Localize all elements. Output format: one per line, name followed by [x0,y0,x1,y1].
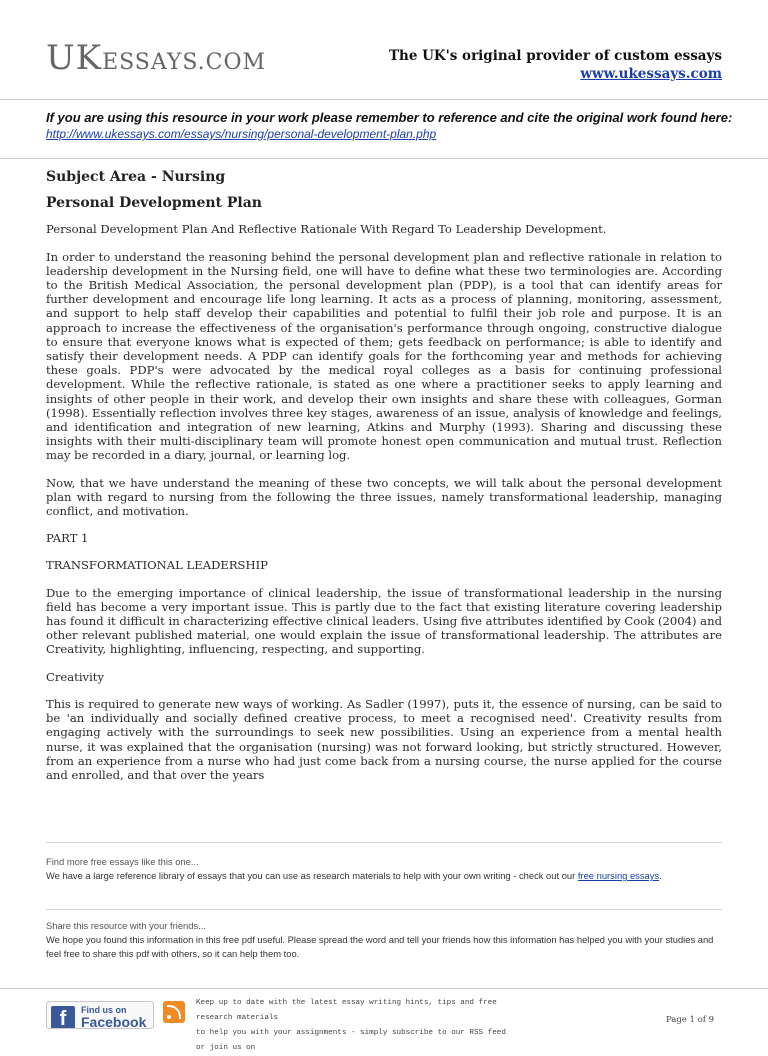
find-more-text: We have a large reference library of essays that you can use as research materials to help with your own writing - check out our [46,870,578,881]
tagline: The UK's original provider of custom essays [388,48,722,64]
facebook-badge[interactable] [46,1001,154,1029]
paragraph-3: Due to the emerging importance of clinical leadership, the issue of transformational leadership in the nursing field has become a very important issue. This is partly due to the fact that existing literature covering leadership has found it difficult in characterizing effective clinical leaders. Using five attributes identified by Cook (2004) and other relevant published material, one would explain the issue of transformational leadership. The attributes are Creativity, highlighting, influencing, respecting, and supporting. [46,585,722,657]
citation-url[interactable]: http://www.ukessays.com/essays/nursing/personal-development-plan.php [46,127,437,141]
paragraph-2: Now, that we have understand the meaning of these two concepts, we will talk about the personal development plan with regard to nursing from the following the three issues, namely transformational leadership, managing conflict, and motivation. [46,475,722,519]
page-header [0,0,768,100]
subject-area: Subject Area - Nursing [46,169,226,185]
footer-divider-1 [46,842,722,843]
find-more-lead: Find more free essays like this one... [46,856,199,867]
find-more-text-line [46,869,722,883]
promo-line-2: to help you with your assignments - simply subscribe to our RSS feed or join us on [196,1029,506,1052]
logo-main: UK [46,38,103,78]
subsection-heading: Creativity [46,669,105,684]
promo-line-1: Keep up to date with the latest essay writing hints, tips and free research materials [196,999,497,1022]
footer-divider-3 [0,988,768,989]
site-link[interactable]: www.ukessays.com [580,66,722,82]
essay-title: Personal Development Plan [46,195,262,212]
facebook-name: Facebook [81,1014,147,1029]
subscribe-promo [196,996,516,1056]
footer-divider-2 [46,909,722,910]
ukessays-logo[interactable] [46,38,266,78]
section-heading: TRANSFORMATIONAL LEADERSHIP [46,558,268,573]
rss-icon[interactable] [163,1001,185,1023]
essay-content [46,170,722,795]
citation-notice: If you are using this resource in your work please remember to reference and cite the original work found here: [46,110,733,125]
part-heading: PART 1 [46,531,89,546]
intro-paragraph: Personal Development Plan And Reflective Rationale With Regard To Leadership Development. [46,222,607,237]
logo-rest: ESSAYS.COM [102,50,267,75]
notice-divider [0,158,768,159]
find-more-end: . [659,870,662,881]
page-number: Page 1 of 9 [665,1015,714,1025]
header-divider [0,99,768,100]
find-more-block [46,855,722,883]
free-nursing-essays-link[interactable]: free nursing essays [577,870,660,881]
paragraph-4: This is required to generate new ways of working. As Sadler (1997), puts it, the essence of nursing, can be said to be 'an individually and socially defined creative process, to meet a recognised need'. Creativity results from engaging actively with the surroundings to seek new possibilities. Using an experience from a mental health nurse, it was explained that the organisation (nursing) was not forward looking, but strictly structured. However, from an experience from a nurse who had just come back from a nursing course, the nurse applied for the course and enrolled, and that over the years [46,696,722,782]
paragraph-1: In order to understand the reasoning behind the personal development plan and reflective rationale in relation to leadership development in the Nursing field, one will have to define what these two terminologies are. According to the British Medical Association, the personal development plan (PDP), is a tool that can identify areas for further development and encourage life long learning. It acts as a process of planning, monitoring, assessment, and support to help staff develop their capabilities and potential to fulfil their job role and purpose. It is an approach to increase the effectiveness of the organisation's performance through ongoing, constructive dialogue to ensure that everyone knows what is expected of them; gets feedback on performance; is able to identify and satisfy their development needs. A PDP can identify goals for the forthcoming year and methods for achieving these goals. PDP's were advocated by the medical royal colleges as a basis for continuing professional development. While the reflective rationale, is stated as one where a practitioner seeks to apply learning and insights of other people in their work, and develop their own insights and share these with colleagues, Gorman (1998). Essentially reflection involves three key stages, awareness of an issue, analysis of knowledge and feelings, and identification and integration of new learning, Atkins and Murphy (1993). Sharing and discussing these insights with their multi-disciplinary team will promote honest open communication and mutual trust. Reflection may be recorded in a diary, journal, or learning log. [46,249,722,463]
facebook-find-label: Find us on [81,1005,127,1015]
share-lead: Share this resource with your friends... [46,920,206,931]
facebook-icon: f [51,1006,75,1029]
share-block [46,919,722,961]
share-text: We hope you found this information in this free pdf useful. Please spread the word and tell your friends how this information has helped you with your studies and feel free to share this pdf with others, so it can help them too. [46,934,714,959]
